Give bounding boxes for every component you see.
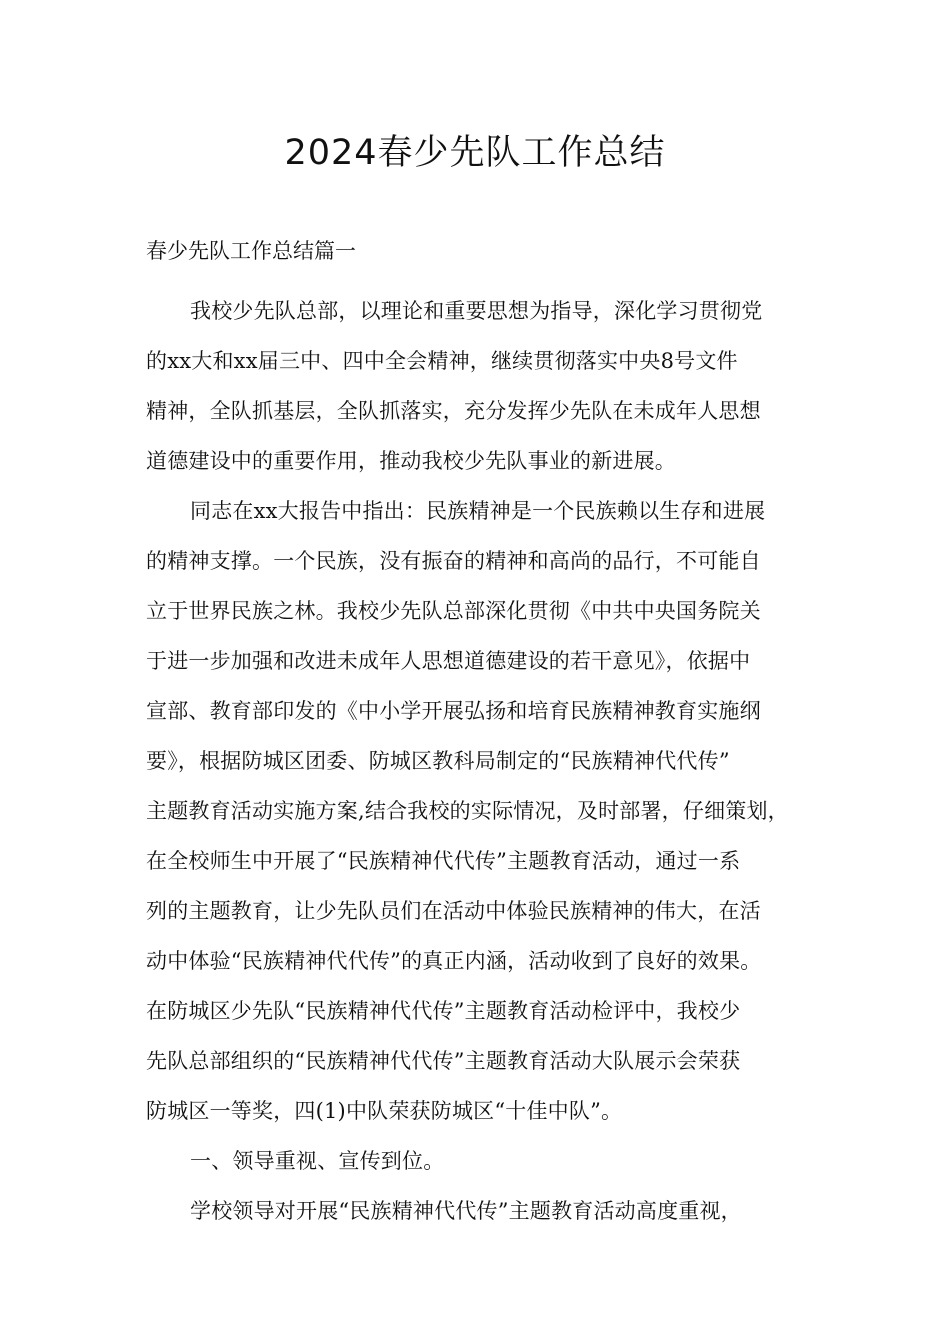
document-body <box>146 286 826 1236</box>
paragraph-line: 立于世界民族之林。我校少先队总部深化贯彻《中共中央国务院关 <box>146 599 761 623</box>
paragraph-line: 的精神支撑。一个民族，没有振奋的精神和高尚的品行，不可能自 <box>146 549 761 573</box>
document-title: 2024春少先队工作总结 <box>284 133 666 173</box>
paragraph-line: 在防城区少先队“民族精神代代传”主题教育活动检评中，我校少 <box>146 999 741 1023</box>
paragraph-line: 宣部、教育部印发的《中小学开展弘扬和培育民族精神教育实施纲 <box>146 699 761 723</box>
section-heading: 春少先队工作总结篇一 <box>146 239 356 263</box>
paragraph-line: 学校领导对开展“民族精神代代传”主题教育活动高度重视， <box>190 1199 742 1223</box>
paragraph-line: 我校少先队总部，以理论和重要思想为指导，深化学习贯彻党 <box>190 299 763 323</box>
paragraph-line: 同志在xx大报告中指出：民族精神是一个民族赖以生存和进展 <box>190 499 766 523</box>
paragraph-line: 要》，根据防城区团委、防城区教科局制定的“民族精神代代传” <box>146 749 730 773</box>
section-subheading: 一、领导重视、宣传到位。 <box>190 1149 445 1173</box>
paragraph-line: 防城区一等奖，四(1)中队荣获防城区“十佳中队”。 <box>146 1099 623 1123</box>
paragraph-line: 列的主题教育，让少先队员们在活动中体验民族精神的伟大，在活 <box>146 899 761 923</box>
paragraph-line: 主题教育活动实施方案,结合我校的实际情况，及时部署，仔细策划， <box>146 799 789 823</box>
paragraph-line: 动中体验“民族精神代代传”的真正内涵，活动收到了良好的效果。 <box>146 949 762 973</box>
paragraph-line: 的xx大和xx届三中、四中全会精神，继续贯彻落实中央8号文件 <box>146 349 738 373</box>
paragraph-line: 先队总部组织的“民族精神代代传”主题教育活动大队展示会荣获 <box>146 1049 741 1073</box>
paragraph-line: 道德建设中的重要作用，推动我校少先队事业的新进展。 <box>146 449 676 473</box>
paragraph-line: 于进一步加强和改进未成年人思想道德建设的若干意见》，依据中 <box>146 649 751 673</box>
paragraph-line: 精神，全队抓基层，全队抓落实，充分发挥少先队在未成年人思想 <box>146 399 761 423</box>
paragraph-line: 在全校师生中开展了“民族精神代代传”主题教育活动，通过一系 <box>146 849 741 873</box>
